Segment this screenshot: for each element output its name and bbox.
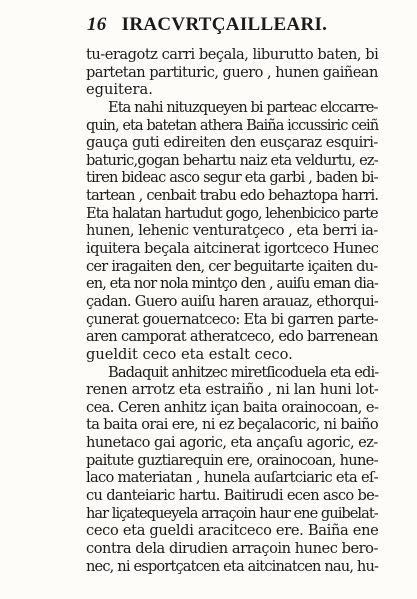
text-line: ҫadan. Guero auiſu haren arauaz, ethorqui- xyxy=(86,292,379,310)
text-line: quin, eta batetan athera Baiña iccussiric ceiñ xyxy=(86,116,379,134)
text-line: en, eta nor nola mintço den , auiſu eman dia- xyxy=(86,275,378,293)
text-line: tartean , cenbait trabu edo behaztopa harri. xyxy=(86,187,379,205)
text-line: paitute guztiarequin ere, orainocoan, hune- xyxy=(86,451,378,469)
text-line: cer iragaiten den, cer beguitarte içaiten du- xyxy=(86,257,378,275)
paragraph-1 xyxy=(86,46,378,99)
text-line: partetan partituric, guero , hunen gaiñean xyxy=(86,63,378,81)
text-line: har liçatequeyela arraçoin haur ene guibelat- xyxy=(86,504,378,522)
text-line: hunen, lehenic venturatçeco , eta berri ia- xyxy=(86,222,378,240)
text-line: aren camporat atheratceco, edo barrenean xyxy=(86,328,378,346)
text-line: tu-eragotz carri beçala, liburutto baten, bi xyxy=(86,46,379,63)
paragraph-3 xyxy=(86,364,378,576)
running-head xyxy=(87,14,387,44)
text-line: çunerat gouernatceco: Eta bi garren parte- xyxy=(86,310,378,328)
text-line: Eta nahi nituzqueyen bi parteac elccarre- xyxy=(108,98,378,116)
text-line: laco materiatan , hunela auſartciaric eta eſ- xyxy=(86,469,378,487)
text-line: eguitera. xyxy=(86,81,153,99)
text-line: renen arrotz eta estraiño , ni lan huni lot- xyxy=(86,381,379,399)
text-line: baturic,gogan behartu naiz eta veldurtu, ez- xyxy=(86,151,378,169)
text-line: hunetaco gai agoric, eta ançaſu agoric, ez- xyxy=(86,434,378,452)
text-line: ta baita orai ere, ni ez beçalacoric, ni baiño xyxy=(86,416,378,434)
text-line: nec, ni esportçatcen eta aitcinatcen nau, hu- xyxy=(86,557,379,575)
text-line: Badaquit anhitzec miretſicoduela eta edi- xyxy=(108,363,379,381)
page-number: 16 xyxy=(87,14,107,35)
text-line: iquitera beçala aitcinerat igortceco Hunec xyxy=(86,240,379,258)
paragraph-2 xyxy=(86,99,378,364)
text-line: cu danteiaric hartu. Baitirudi ecen asco be- xyxy=(86,487,379,505)
text-line: Eta halatan hartudut gogo, lehenbicico parte xyxy=(86,204,378,222)
text-line: cea. Ceren anhitz içan baita orainocoan, e- xyxy=(86,398,379,416)
running-title: IRACVRTÇAILLEARI. xyxy=(121,14,328,35)
text-line: ceco eta gueldi aracitceco ere. Baiña ene xyxy=(86,522,379,540)
text-line: gauça guti edireiten den eusçaraz esquiri- xyxy=(86,134,378,152)
text-line: contra dela dirudien arraçoin hunec bero- xyxy=(86,539,378,557)
text-line: gueldit ceco eta estalt ceco. xyxy=(86,345,293,363)
body-text xyxy=(86,46,378,575)
text-line: tiren bideac asco segur eta garbi , baden bi- xyxy=(86,169,378,187)
